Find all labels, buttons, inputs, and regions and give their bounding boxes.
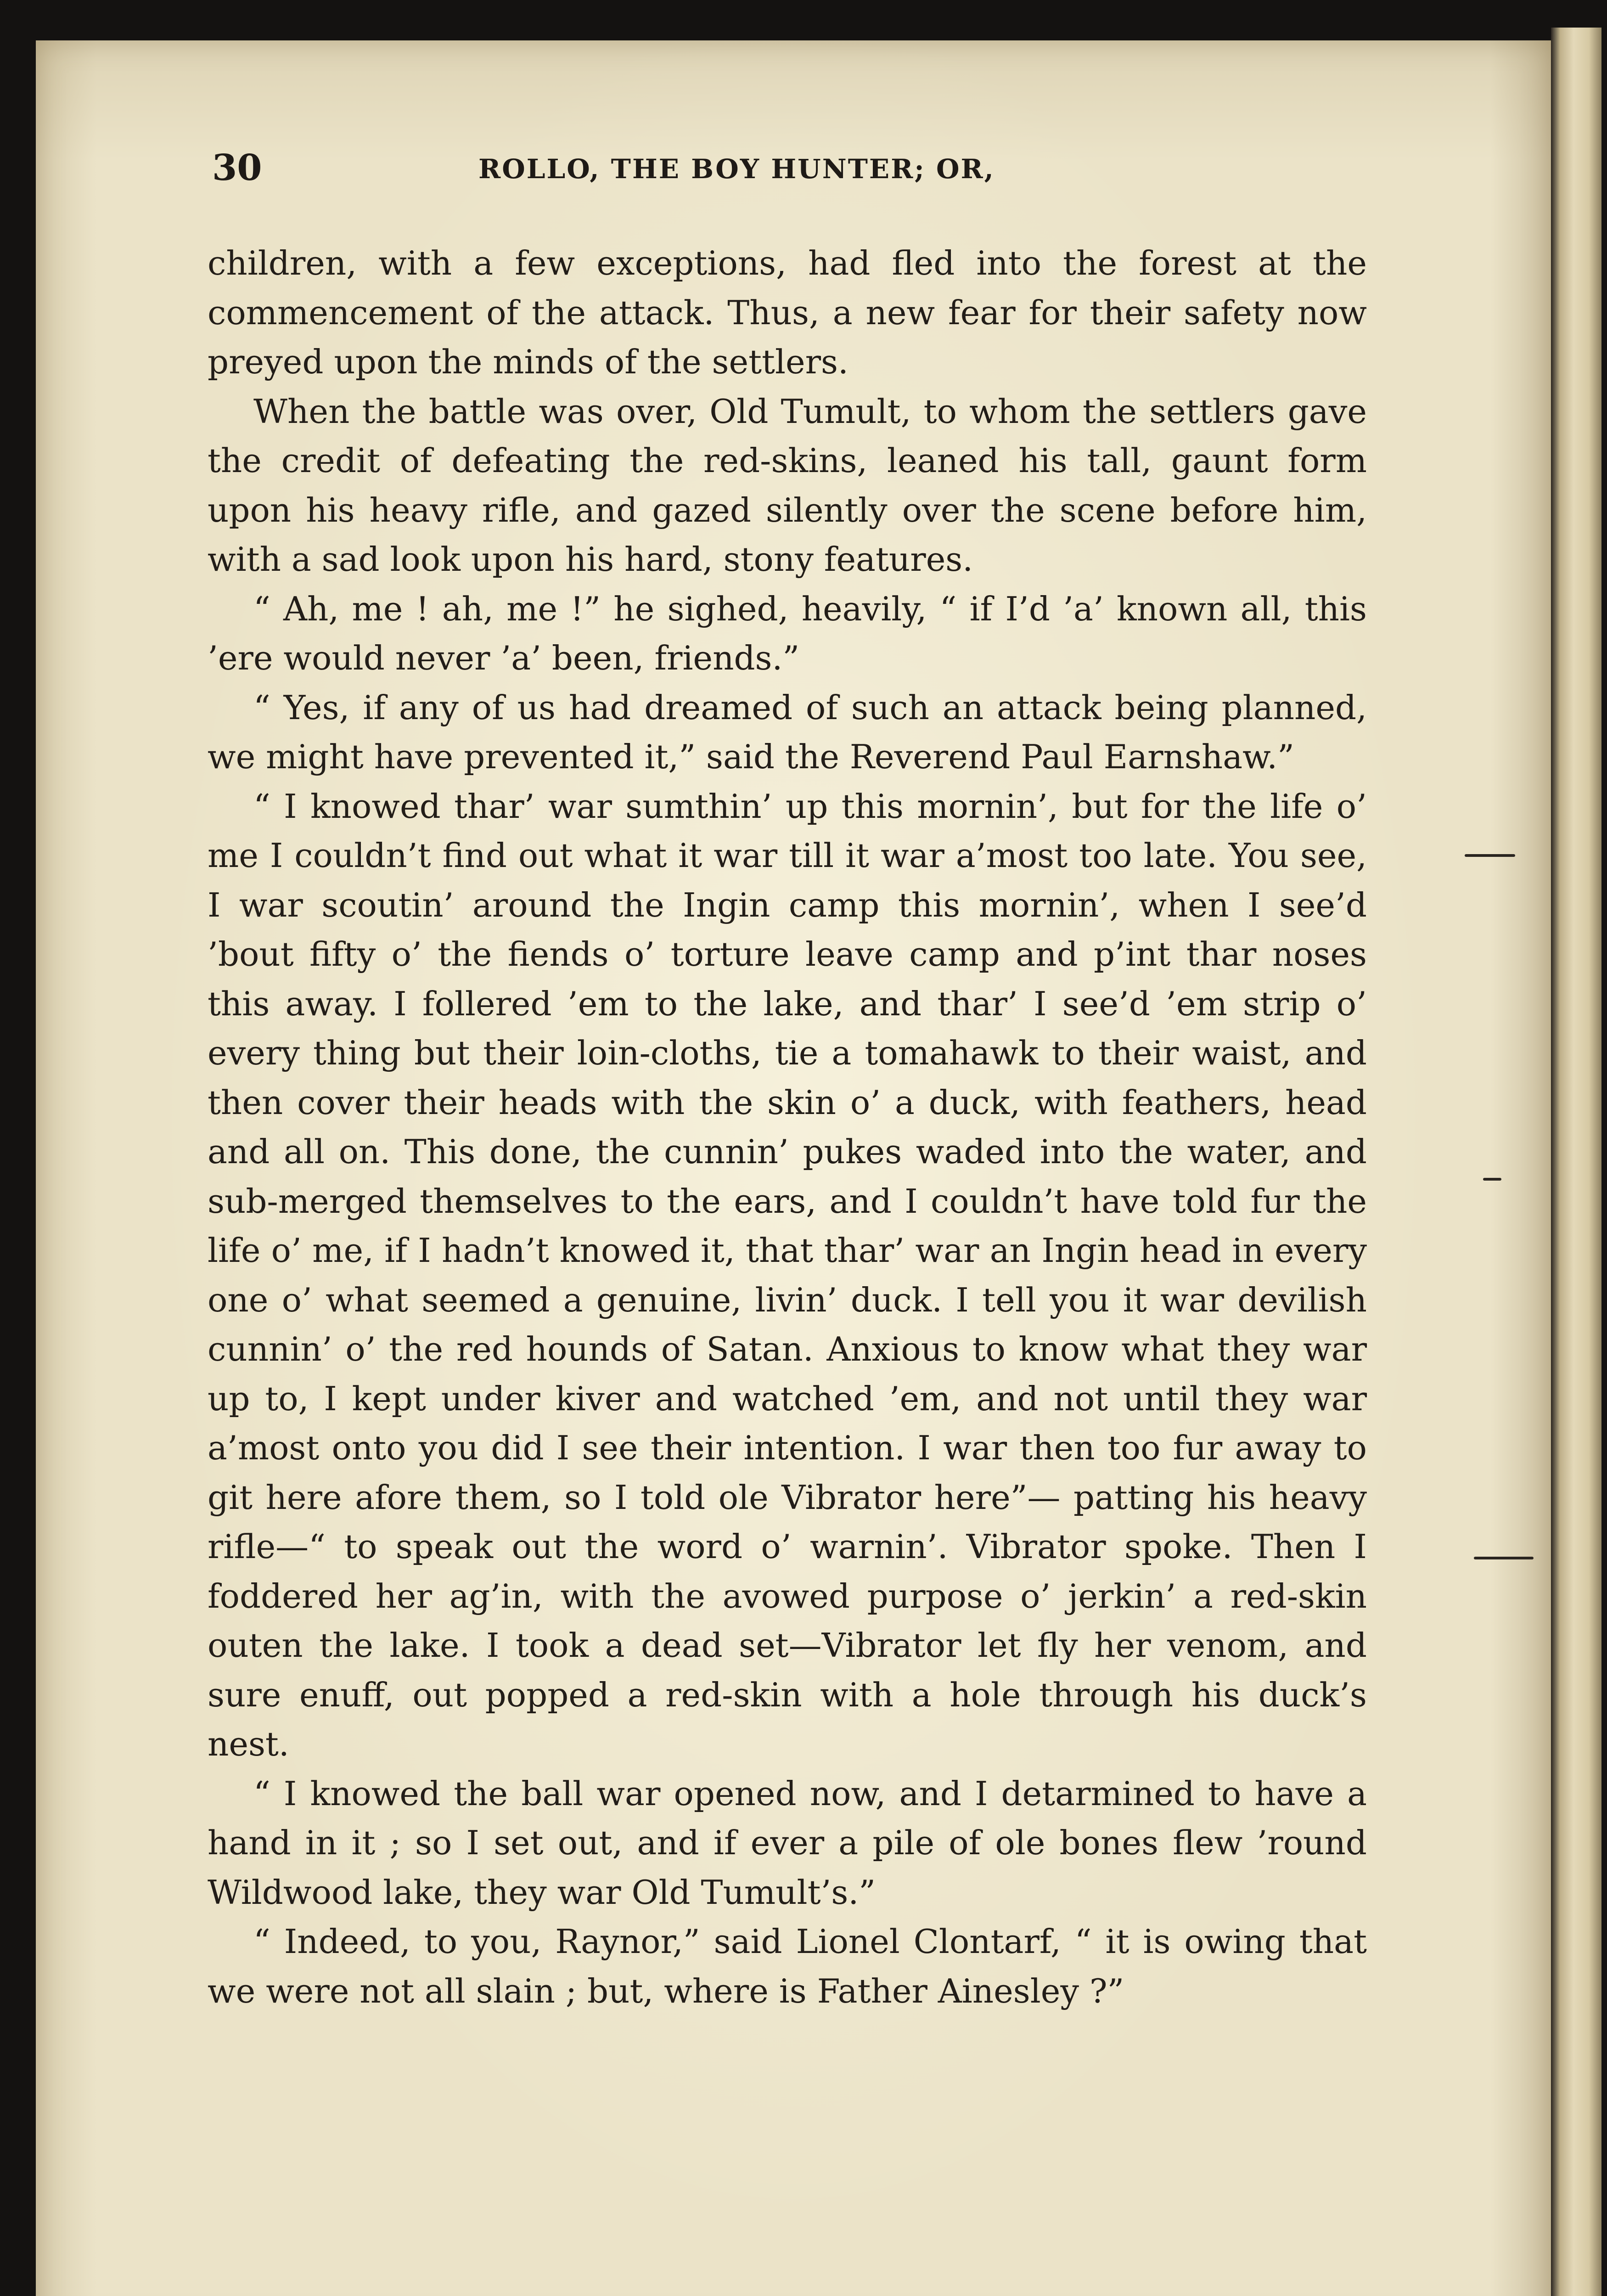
- paragraph: children, with a few exceptions, had fled into the forest at the commencement of the attack. Thus, a new fear for their safety now preyed upon the minds of the settlers.: [208, 244, 1367, 381]
- paragraph: “ I knowed the ball war opened now, and I detarmined to have a hand in it ; so I set out, and if ever a pile of ole bones flew ’round Wildwood lake, they war Old Tumult’s.”: [208, 1774, 1367, 1912]
- page-header: [212, 147, 1369, 197]
- paragraph: “ Yes, if any of us had dreamed of such an attack being planned, we might have prevented it,” said the Reverend Paul Earnshaw.”: [208, 688, 1367, 776]
- page-number: 30: [212, 147, 262, 189]
- body-text: [208, 239, 1367, 2016]
- margin-mark: [1465, 854, 1515, 857]
- margin-mark: [1483, 1178, 1501, 1181]
- margin-mark: [1474, 1557, 1534, 1559]
- paragraph: “ Ah, me ! ah, me !” he sighed, heavily, “ if I’d ’a’ known all, this ’ere would never ’a’ been, friends.”: [208, 589, 1367, 677]
- paragraph: When the battle was over, Old Tumult, to whom the settlers gave the credit of defeating the red-skins, leaned his tall, gaunt form upon his heavy rifle, and gazed silently over the scene before him, with a sad look upon his hard, stony features.: [208, 392, 1367, 579]
- paragraph: “ Indeed, to you, Raynor,” said Lionel Clontarf, “ it is owing that we were not all slain ; but, where is Father Ainesley ?”: [208, 1922, 1367, 2010]
- running-head: ROLLO, THE BOY HUNTER; OR,: [478, 153, 995, 185]
- next-page-edge: [1551, 28, 1601, 2296]
- paragraph: “ I knowed thar’ war sumthin’ up this mornin’, but for the life o’ me I couldn’t find out what it war till it war a’most too late. You see, I war scoutin’ around the Ingin camp this mornin’, when I see’d ’bout fifty o’ the fiends o’ torture leave camp and p’int thar noses this away. I follered ’em to the lake, and thar’ I see’d ’em strip o’ every thing but their loin-cloths, tie a tomahawk to their waist, and then cover their heads with the skin o’ a duck, with feathers, head and all on. This done, the cunnin’ pukes waded into the water, and sub-merged themselves to the ears, and I couldn’t have told fur the life o’ me, if I hadn’t knowed it, that thar’ war an Ingin head in every one o’ what seemed a genuine, livin’ duck. I tell you it war devilish cunnin’ o’ the red hounds of Satan. Anxious to know what they war up to, I kept under kiver and watched ’em, and not until they war a’most onto you did I see their intention. I war then too fur away to git here afore them, so I told ole Vibrator here”— patting his heavy rifle—“ to speak out the word o’ warnin’. Vibrator spoke. Then I foddered her ag’in, with the avowed purpose o’ jerkin’ a red-skin outen the lake. I took a dead set—Vibrator let fly her venom, and sure enuff, out popped a red-skin with a hole through his duck’s nest.: [208, 787, 1367, 1763]
